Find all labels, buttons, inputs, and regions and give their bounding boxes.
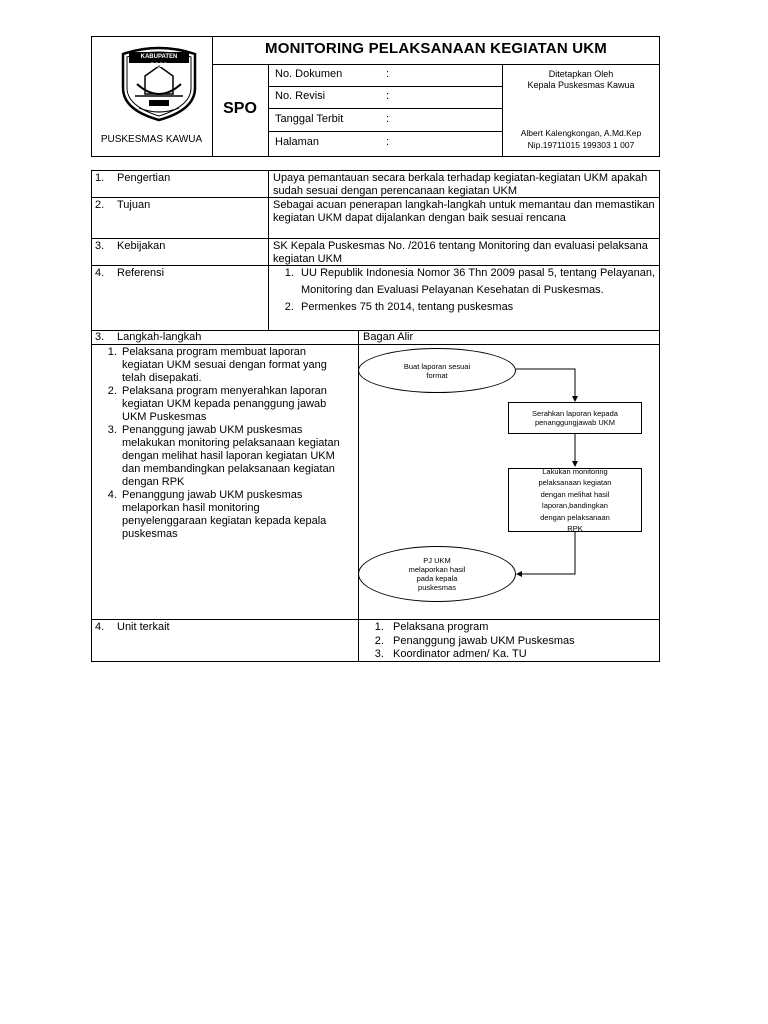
field-sep: :: [386, 68, 390, 80]
kebijakan-text: SK Kepala Puskesmas No. /2016 tentang Monitoring dan evaluasi pelaksana kegiatan UKM: [273, 240, 648, 265]
flow-node-monitoring: [508, 468, 642, 532]
approval-name: Albert Kalengkongan, A.Md.Kep: [520, 128, 642, 138]
langkah-item: 1. Pelaksana program membuat laporan kegiatan UKM sesuai dengan format yang telah disepakati.: [120, 346, 346, 385]
unit-terkait-list: [363, 621, 653, 662]
unit-terkait-item: 3. Koordinator admen/ Ka. TU: [387, 648, 653, 662]
approval-line2: Kepala Puskesmas Kawua: [527, 80, 635, 90]
referensi-num: 4.: [95, 267, 105, 279]
page-title: MONITORING PELAKSANAAN KEGIATAN UKM: [265, 40, 607, 57]
kebijakan-label: Kebijakan: [117, 240, 166, 252]
kebijakan-num: 3.: [95, 240, 105, 252]
pengertian-label: Pengertian: [117, 172, 171, 184]
header-divider: [268, 131, 502, 132]
field-label-no-revisi: No. Revisi: [275, 90, 326, 102]
logo: [115, 44, 203, 122]
flow-node-end: [358, 546, 516, 602]
field-label-halaman: Halaman: [275, 136, 320, 148]
spo-label: SPO: [223, 100, 257, 117]
unit-terkait-item: 1. Pelaksana program: [387, 621, 653, 635]
referensi-label: Referensi: [117, 267, 165, 279]
langkah-item: 4. Penanggung jawab UKM puskesmas melaporkan hasil monitoring penyelenggaraan kegiatan kepada kepala puskesmas: [120, 489, 346, 541]
field-label-no-dokumen: No. Dokumen: [275, 68, 343, 80]
flow-node-start: [358, 348, 516, 393]
header-divider: [268, 108, 502, 109]
field-sep: :: [386, 113, 390, 125]
unit-terkait-label: Unit terkait: [117, 621, 170, 633]
field-label-tanggal-terbit: Tanggal Terbit: [275, 113, 344, 125]
langkah-num: 3.: [95, 331, 105, 343]
unit-terkait-num: 4.: [95, 621, 105, 633]
flow-node-text: Buat laporan sesuai format: [403, 361, 471, 380]
flow-node-serahkan: [508, 402, 642, 434]
flow-arrow: [517, 532, 575, 574]
langkah-item: 3. Penanggung jawab UKM puskesmas melakukan monitoring pelaksanaan kegiatan dengan melihat hasil laporan kegiatan UKM dan membandingkan pelaksanaan kegiatan dengan RPK: [120, 424, 346, 489]
logo-text: KABUPATEN POSO: [140, 54, 178, 69]
pengertian-num: 1.: [95, 172, 105, 184]
org-name: PUSKESMAS KAWUA: [100, 134, 203, 145]
langkah-list: [96, 346, 346, 541]
flow-arrow: [516, 369, 575, 401]
approval-nip: Nip.19711015 199303 1 007: [527, 140, 635, 150]
header-divider: [268, 86, 502, 87]
flow-node-text: Serahkan laporan kepada penanggungjawab UKM: [532, 409, 618, 427]
header-divider: [268, 64, 269, 157]
field-sep: :: [386, 136, 390, 148]
referensi-list: [273, 265, 655, 316]
flow-node-text: Lakukan monitoring pelaksanaan kegiatan dengan melihat hasil laporan,bandingkan dengan pelaksanaan RPK: [538, 466, 612, 533]
table-divider: [91, 238, 660, 239]
referensi-item: 1. UU Republik Indonesia Nomor 36 Thn 2009 pasal 5, tentang Pelayanan, Monitoring dan Evaluasi Pelayanan Kesehatan di Puskesmas.: [297, 265, 655, 299]
tujuan-num: 2.: [95, 199, 105, 211]
flow-node-text: PJ UKM melaporkan hasil pada kepala puskesmas: [408, 556, 466, 592]
field-sep: :: [386, 90, 390, 102]
header-divider: [212, 64, 660, 65]
unit-terkait-item: 2. Penanggung jawab UKM Puskesmas: [387, 635, 653, 649]
referensi-item: 2. Permenkes 75 th 2014, tentang puskesmas: [297, 299, 655, 316]
approval-line1: Ditetapkan Oleh: [548, 69, 614, 79]
tujuan-label: Tujuan: [117, 199, 151, 211]
bagan-alir-label: Bagan Alir: [363, 331, 414, 343]
table-divider: [268, 170, 269, 330]
langkah-label: Langkah-langkah: [117, 331, 202, 343]
langkah-item: 2. Pelaksana program menyerahkan laporan kegiatan UKM kepada penanggung jawab UKM Puskesmas: [120, 385, 346, 424]
pengertian-text: Upaya pemantauan secara berkala terhadap kegiatan-kegiatan UKM apakah sudah sesuai dengan perencanaan kegiatan UKM: [273, 172, 648, 197]
tujuan-text: Sebagai acuan penerapan langkah-langkah untuk memantau dan memastikan kegiatan UKM dapat dijalankan dengan baik sesuai rencana: [273, 199, 655, 224]
table-divider: [91, 619, 660, 620]
